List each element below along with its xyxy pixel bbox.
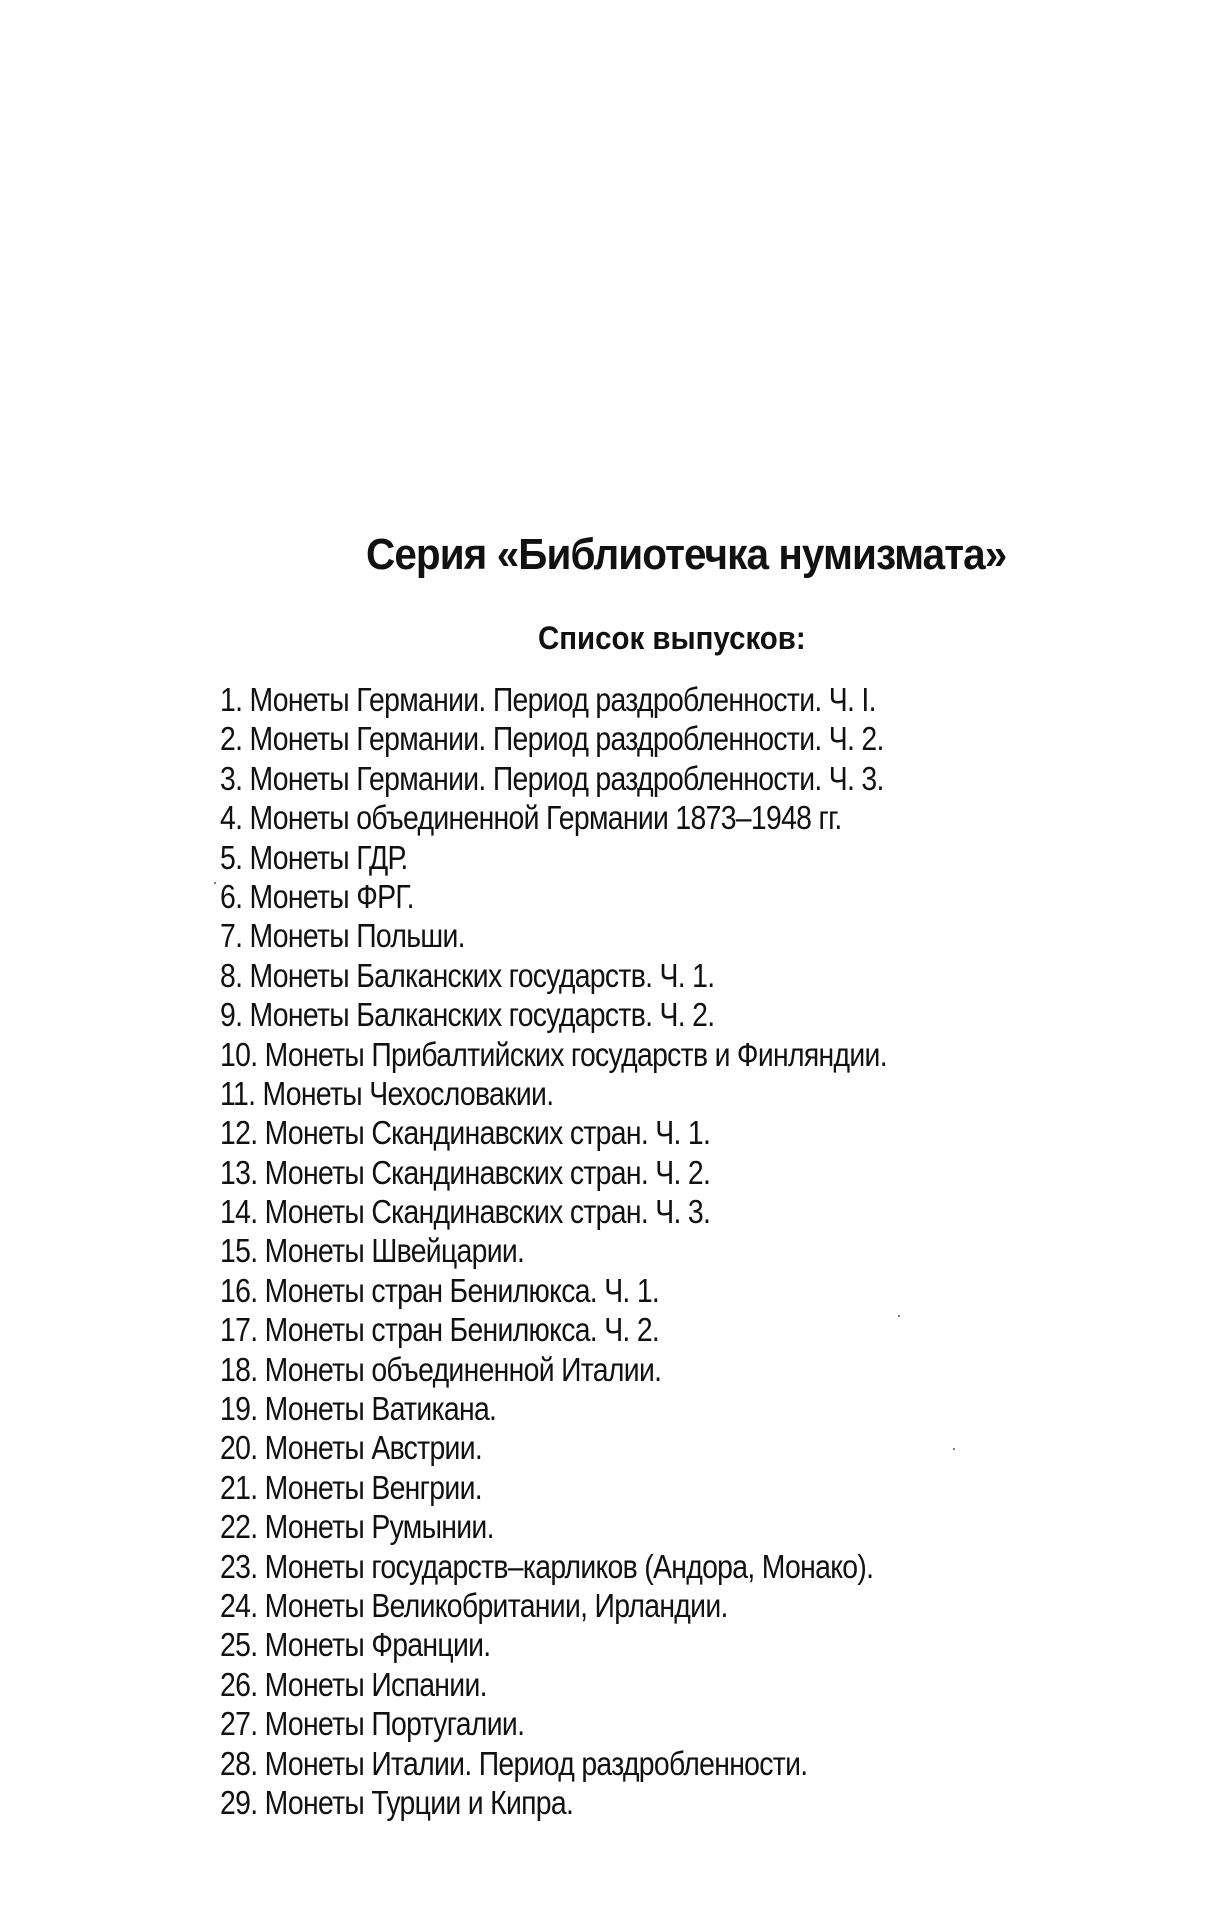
issue-number: 9. [220, 996, 243, 1034]
issue-title: Монеты Скандинавских стран. Ч. 1. [264, 1114, 711, 1152]
issue-title: Монеты Скандинавских стран. Ч. 2. [264, 1153, 711, 1191]
series-title: Серия «Библиотечка нумизмата» [366, 530, 1007, 579]
issue-item [220, 1231, 960, 1270]
issue-number: 28. [220, 1744, 258, 1782]
issue-title: Монеты Венгрии. [264, 1468, 482, 1506]
issue-number: 13. [220, 1153, 258, 1191]
issue-item [220, 916, 960, 955]
issue-number: 11. [220, 1074, 256, 1112]
issue-title: Монеты Великобритании, Ирландии. [264, 1586, 728, 1624]
issue-title: Монеты Швейцарии. [264, 1232, 525, 1270]
issue-number: 12. [220, 1114, 258, 1152]
issue-number: 8. [220, 956, 243, 994]
issue-title: Монеты Италии. Период раздробленности. [264, 1744, 808, 1782]
issue-number: 27. [220, 1705, 258, 1743]
issue-title: Монеты стран Бенилюкса. Ч. 2. [264, 1311, 660, 1349]
issue-title: Монеты Австрии. [264, 1429, 483, 1467]
issue-item [220, 1035, 960, 1074]
issue-number: 2. [220, 720, 243, 758]
print-speck [898, 1315, 900, 1317]
issue-number: 5. [220, 838, 243, 876]
issue-item [220, 1586, 960, 1625]
issue-item [220, 1271, 960, 1310]
issue-title: Монеты государств–карликов (Андора, Монако). [264, 1547, 874, 1585]
issue-title: Монеты Турции и Кипра. [264, 1783, 574, 1821]
issue-item [220, 1507, 960, 1546]
issue-title: Монеты Румынии. [264, 1508, 494, 1546]
issue-number: 4. [220, 799, 243, 837]
issue-number: 10. [220, 1035, 258, 1073]
issue-item [220, 759, 960, 798]
issue-number: 19. [220, 1390, 258, 1428]
issues-list [220, 680, 1080, 1822]
print-speck [214, 882, 216, 884]
issue-item [220, 1310, 960, 1349]
issue-title: Монеты Германии. Период раздробленности. Ч. 3. [249, 759, 884, 797]
issue-title: Монеты ГДР. [249, 838, 408, 876]
issue-item [220, 1350, 960, 1389]
issue-item [220, 956, 960, 995]
issue-title: Монеты стран Бенилюкса. Ч. 1. [264, 1271, 660, 1309]
issue-title: Монеты Германии. Период раздробленности. Ч. 2. [249, 720, 884, 758]
issue-title: Монеты Португалии. [264, 1705, 525, 1743]
issue-item [220, 1389, 960, 1428]
issue-title: Монеты Германии. Период раздробленности. Ч. I. [249, 681, 876, 718]
issue-item [220, 719, 960, 758]
issue-title: Монеты Балканских государств. Ч. 2. [249, 996, 715, 1034]
issue-number: 16. [220, 1271, 258, 1309]
issue-title: Монеты Франции. [264, 1626, 491, 1664]
issue-title: Монеты Скандинавских стран. Ч. 3. [264, 1193, 711, 1231]
issue-item [220, 1783, 960, 1822]
issue-item [220, 1468, 960, 1507]
issue-number: 23. [220, 1547, 258, 1585]
issue-item [220, 680, 960, 719]
issue-title: Монеты ФРГ. [249, 877, 414, 915]
issue-item [220, 1744, 960, 1783]
issue-item [220, 1428, 960, 1467]
issue-title: Монеты объединенной Германии 1873–1948 гг. [249, 799, 842, 837]
issue-title: Монеты Ватикана. [264, 1390, 497, 1428]
issue-number: 17. [220, 1311, 258, 1349]
issue-title: Монеты объединенной Италии. [264, 1350, 662, 1388]
issue-item [220, 1113, 960, 1152]
issue-number: 24. [220, 1586, 258, 1624]
issue-item [220, 1665, 960, 1704]
issue-item [220, 1153, 960, 1192]
issue-item [220, 798, 960, 837]
issue-item [220, 1625, 960, 1664]
issue-number: 14. [220, 1193, 258, 1231]
issue-title: Монеты Прибалтийских государств и Финляндии. [264, 1035, 887, 1073]
issue-number: 7. [220, 917, 243, 955]
issue-item [220, 838, 960, 877]
issue-item [220, 1547, 960, 1586]
issue-number: 29. [220, 1783, 258, 1821]
issue-title: Монеты Испании. [264, 1665, 487, 1703]
issue-item [220, 1074, 960, 1113]
issue-item [220, 1704, 960, 1743]
issue-number: 3. [220, 759, 243, 797]
issue-number: 20. [220, 1429, 258, 1467]
print-speck [953, 1448, 955, 1450]
issue-number: 1. [220, 681, 243, 718]
issue-title: Монеты Чехословакии. [262, 1074, 554, 1112]
issue-item [220, 995, 960, 1034]
issue-item [220, 1192, 960, 1231]
issue-number: 26. [220, 1665, 258, 1703]
issue-number: 21. [220, 1468, 258, 1506]
issue-number: 15. [220, 1232, 258, 1270]
issue-title: Монеты Балканских государств. Ч. 1. [249, 956, 715, 994]
issue-item [220, 877, 960, 916]
issue-number: 25. [220, 1626, 258, 1664]
issue-number: 6. [220, 877, 243, 915]
issue-number: 22. [220, 1508, 258, 1546]
issue-title: Монеты Польши. [249, 917, 465, 955]
issues-list-heading: Список выпусков: [538, 620, 806, 656]
issue-number: 18. [220, 1350, 258, 1388]
